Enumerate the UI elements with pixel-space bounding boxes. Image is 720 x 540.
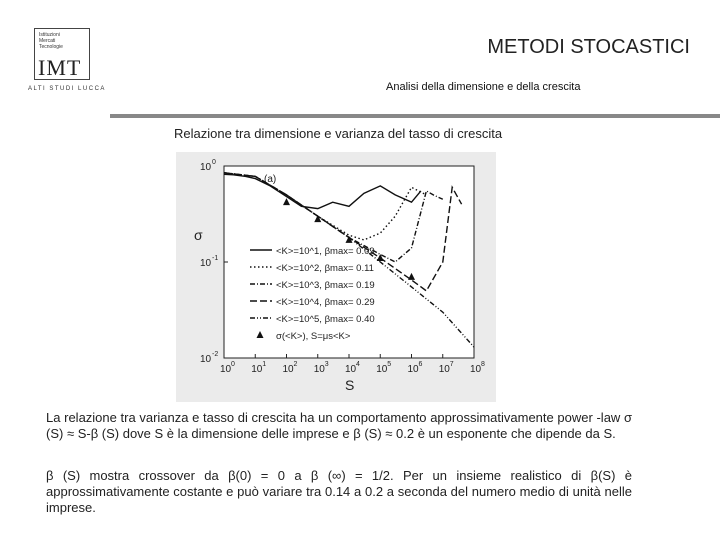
x-tick-exponent: 4	[356, 361, 360, 368]
plot-frame	[224, 166, 474, 358]
x-tick-label: 10	[376, 364, 388, 375]
y-tick-label: 10	[200, 162, 212, 173]
x-tick-exponent: 2	[293, 361, 298, 368]
y-tick-label: 10	[200, 258, 212, 269]
y-tick-exponent: -1	[212, 255, 219, 262]
x-tick-exponent: 0	[231, 361, 235, 368]
logo-line-1: Istituzioni	[39, 32, 60, 38]
legend-label: σ(<K>), S=μs<K>	[276, 331, 351, 342]
x-tick-label: 10	[438, 364, 450, 375]
x-tick-exponent: 3	[324, 361, 329, 368]
x-tick-label: 10	[282, 364, 294, 375]
chart-container	[176, 152, 496, 402]
header-divider	[110, 114, 720, 118]
x-tick-exponent: 1	[262, 361, 267, 368]
legend-label: <K>=10^2, βmax= 0.11	[276, 263, 374, 274]
x-tick-label: 10	[220, 364, 232, 375]
panel-label: (a)	[264, 174, 277, 185]
logo-line-3: Tecnologie	[39, 44, 63, 50]
logo-wordmark: IMT	[38, 55, 82, 80]
y-axis-label: σ	[194, 227, 203, 243]
figure-caption: Relazione tra dimensione e varianza del tasso di crescita	[174, 126, 503, 141]
page-subtitle: Analisi della dimensione e della crescita	[386, 81, 581, 93]
legend-label: <K>=10^4, βmax= 0.29	[276, 297, 375, 308]
x-tick-exponent: 5	[387, 361, 392, 368]
x-tick-label: 10	[313, 364, 325, 375]
y-tick-label: 10	[200, 354, 212, 365]
y-tick-exponent: -2	[212, 351, 219, 358]
x-tick-label: 10	[345, 364, 357, 375]
logo	[34, 28, 90, 80]
x-tick-label: 10	[407, 364, 419, 375]
legend-label: <K>=10^5, βmax= 0.40	[276, 314, 375, 325]
x-tick-exponent: 8	[481, 361, 485, 368]
x-tick-label: 10	[251, 364, 263, 375]
paragraph-2: β (S) mostra crossover da β(0) = 0 a β (∞) = 1/2. Per un insieme realistico di β(S) è approssimativamente costante e può variare tra 0.14 a 0.2 a seconda del numero medio di unità nelle imprese.	[46, 468, 632, 515]
legend-label: <K>=10^3, βmax= 0.19	[276, 280, 375, 291]
x-tick-exponent: 6	[418, 361, 423, 368]
x-tick-label: 10	[470, 364, 482, 375]
logo-line-2: Mercati	[39, 38, 56, 44]
legend-label: <K>=10^1, βmax= 0.09	[276, 246, 375, 257]
paragraph-1: La relazione tra varianza e tasso di crescita ha un comportamento approssimativamente power -law σ (S) ≈ S-β (S) dove S è la dimensione delle imprese e β (S) ≈ 0.2 è un esponente che dipende da S.	[46, 410, 632, 441]
logo-small-text	[39, 32, 87, 50]
y-tick-exponent: 0	[212, 159, 216, 166]
page-title: METODI STOCASTICI	[487, 36, 690, 58]
x-tick-exponent: 7	[449, 361, 454, 368]
x-axis-label: S	[345, 377, 355, 393]
chart-svg	[176, 152, 496, 402]
logo-subtitle: ALTI STUDI LUCCA	[28, 86, 106, 92]
